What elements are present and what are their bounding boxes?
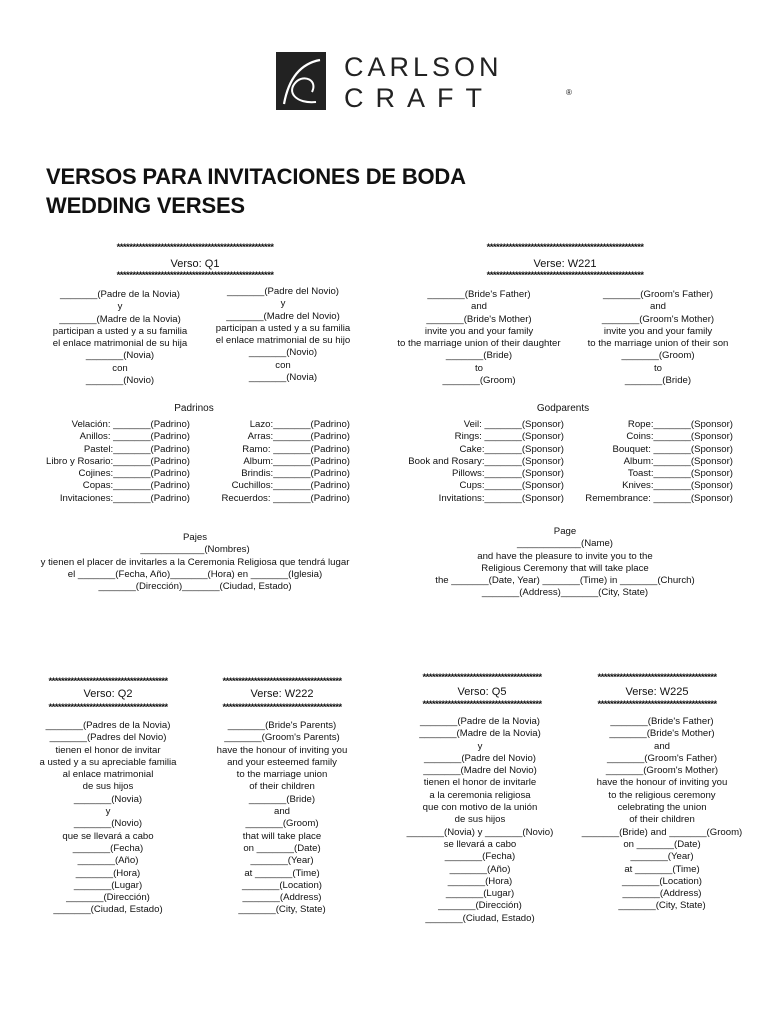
verse-line: have the honour of inviting you [216, 744, 348, 756]
star-divider: ************************************** [222, 677, 342, 687]
verse-q1-left [40, 289, 200, 387]
godparent-line: Remembrance: _______(Sponsor) [585, 492, 733, 504]
padrino-line: Invitaciones:_______(Padrino) [59, 492, 190, 504]
verse-q5-heading: Verso: Q5 [457, 686, 507, 698]
verse-line: _______(Novia) [248, 372, 318, 384]
page-line: ____________(Name) [516, 538, 613, 550]
godparent-line: Album:_______(Sponsor) [623, 455, 733, 467]
verse-line: _______(Fecha) [444, 851, 516, 863]
verse-line: _______(City, State) [618, 900, 706, 912]
star-divider: ************************************************** [116, 271, 274, 281]
page-line: Page [553, 526, 577, 537]
padrino-line: Libro y Rosario:_______(Padrino) [46, 455, 190, 467]
verse-line: _______(Novia) [85, 350, 155, 362]
verse-line: _______(Address) [242, 892, 322, 904]
star-divider: ************************************** [222, 703, 342, 713]
padrino-line: Album:_______(Padrino) [243, 455, 350, 467]
verse-q2-heading: Verso: Q2 [83, 688, 133, 700]
verse-line: _______(Location) [621, 875, 702, 887]
verse-line: _______(Novio) [85, 375, 155, 387]
pajes-block [20, 532, 370, 593]
verse-line: _______(Padre de la Novia) [59, 289, 180, 300]
padrino-line: Cojines:_______(Padrino) [78, 468, 190, 480]
verse-line: con [112, 362, 128, 374]
padrino-line: Recuerdos: _______(Padrino) [221, 492, 350, 504]
verse-line: _______(Groom's Mother) [601, 313, 715, 325]
verse-line: _______(Hora) [75, 867, 141, 879]
verse-line: _______(Novia) y _______(Novio) [406, 826, 554, 838]
star-divider: ************************************** [422, 700, 542, 710]
verse-line: at _______(Time) [244, 867, 320, 879]
godparents-col2 [570, 419, 733, 505]
verse-line: _______(Ciudad, Estado) [53, 904, 163, 916]
godparent-line: Book and Rosary:_______(Sponsor) [408, 455, 564, 467]
verse-line: _______(Año) [449, 863, 511, 875]
padrinos-heading: Padrinos [174, 403, 214, 414]
page-block [400, 526, 730, 600]
verse-line: _______(Año) [77, 855, 139, 867]
verse-line: _______(Padre del Novio) [226, 286, 339, 297]
logo-line2: CRAFT [344, 83, 494, 113]
godparent-line: Bouquet: _______(Sponsor) [612, 443, 733, 455]
verse-line: _______(Madre del Novio) [226, 310, 340, 322]
godparent-line: Invitations:_______(Sponsor) [438, 492, 564, 504]
star-divider: ************************************************** [486, 243, 644, 253]
verse-line: _______(Groom's Parents) [224, 732, 340, 744]
godparent-line: Cake:_______(Sponsor) [459, 443, 564, 455]
verse-line: a usted y a su apreciable familia [39, 756, 177, 768]
verse-w221-left [390, 289, 568, 387]
verse-line: _______(Bride's Parents) [227, 720, 337, 731]
verse-line: _______(Novio) [248, 347, 318, 359]
padrino-line: Lazo:_______(Padrino) [249, 419, 350, 430]
verse-q5-body [390, 716, 570, 925]
verse-line: have the honour of inviting you [596, 777, 728, 789]
logo-wordmark [344, 52, 503, 114]
verse-line: _______(Ciudad, Estado) [425, 912, 535, 924]
page-line: and have the pleasure to invite you to the [477, 550, 653, 562]
verse-w225-heading: Verse: W225 [625, 686, 689, 698]
verse-line: _______(Bride's Mother) [426, 313, 532, 325]
pajes-line: Pajes [183, 532, 207, 543]
verse-line: to [653, 362, 662, 374]
godparent-line: Rings: _______(Sponsor) [454, 431, 564, 443]
verse-line: _______(Groom's Mother) [605, 765, 719, 777]
verse-line: _______(Padres del Novio) [49, 732, 167, 744]
godparent-line: Coins:_______(Sponsor) [626, 431, 733, 443]
verse-line: _______(Padre del Novio) [423, 752, 536, 764]
verse-line: _______(Hora) [447, 875, 513, 887]
verse-line: _______(Groom's Father) [606, 752, 718, 764]
verse-line: _______(Lugar) [445, 888, 515, 900]
godparents-heading: Godparents [536, 403, 590, 414]
pajes-line: y tienen el placer de invitarles a la Ceremonia Religiosa que tendrá lugar [40, 556, 350, 568]
verse-line: _______(Dirección) [438, 900, 522, 912]
pajes-line: _______(Dirección)_______(Ciudad, Estado) [98, 581, 292, 593]
padrino-line: Cuchillos:_______(Padrino) [231, 480, 350, 492]
verse-line: to the marriage union of their son [587, 338, 729, 350]
verse-line: de sus hijos [454, 814, 506, 826]
verse-line: and [649, 301, 666, 313]
title-english: WEDDING VERSES [46, 193, 245, 218]
verse-line: _______(Bride's Mother) [609, 728, 715, 740]
verse-line: celebrating the union [617, 802, 707, 814]
verse-line: _______(Fecha) [72, 842, 144, 854]
padrino-line: Arras:_______(Padrino) [247, 431, 350, 443]
verse-line: el enlace matrimonial de su hija [52, 338, 188, 350]
verse-line: and [470, 301, 487, 313]
verse-line: que se llevará a cabo [62, 830, 154, 842]
padrinos-col2 [200, 419, 350, 505]
logo-line1: CARLSON [344, 52, 503, 82]
star-divider: ************************************** [48, 677, 168, 687]
verse-line: _______(Bride's Father) [427, 289, 531, 300]
godparent-line: Pillows:_______(Sponsor) [452, 468, 564, 480]
godparent-line: Rope:_______(Sponsor) [627, 419, 733, 430]
verse-line: y [117, 301, 123, 313]
verse-w222-heading: Verse: W222 [250, 688, 314, 700]
verse-line: se llevará a cabo [443, 838, 517, 850]
verse-line: at _______(Time) [624, 863, 700, 875]
verse-line: y [105, 806, 111, 818]
verse-line: _______(Lugar) [73, 879, 143, 891]
page-line: the _______(Date, Year) _______(Time) in _______(Church) [435, 575, 695, 587]
page-line: Religious Ceremony that will take place [481, 562, 649, 574]
verse-line: _______(Groom) [442, 375, 516, 387]
pajes-line: el _______(Fecha, Año)_______(Hora) en _______(Iglesia) [67, 568, 323, 580]
verse-line: _______(Bride) and _______(Groom) [581, 826, 743, 838]
verse-line: _______(Novio) [73, 818, 143, 830]
verse-line: y [280, 298, 286, 310]
verse-line: al enlace matrimonial [62, 769, 154, 781]
verse-line: _______(Padres de la Novia) [45, 720, 171, 731]
title-spanish: VERSOS PARA INVITACIONES DE BODA [46, 164, 466, 189]
verse-line: on _______(Date) [243, 842, 321, 854]
verse-q2-body [22, 720, 194, 917]
verse-line: of their children [249, 781, 315, 793]
verse-line: _______(Address) [622, 888, 702, 900]
carlson-craft-logo-icon [276, 52, 326, 110]
verse-line: of their children [629, 814, 695, 826]
verse-line: _______(Madre de la Novia) [419, 728, 541, 740]
verse-line: _______(Novia) [73, 793, 143, 805]
verse-line: con [275, 359, 291, 371]
verse-line: _______(Madre del Novio) [423, 765, 537, 777]
verse-line: _______(Padre de la Novia) [419, 716, 540, 727]
padrino-line: Pastel:_______(Padrino) [83, 443, 190, 455]
verse-line: _______(Year) [630, 851, 694, 863]
verse-line: _______(Groom) [621, 350, 695, 362]
verse-line: _______(Groom) [245, 818, 319, 830]
verse-line: el enlace matrimonial de su hijo [215, 335, 351, 347]
padrino-line: Brindis:_______(Padrino) [241, 468, 350, 480]
padrino-line: Copas:_______(Padrino) [82, 480, 190, 492]
verse-line: de sus hijos [82, 781, 134, 793]
verse-w221-heading: Verse: W221 [533, 258, 597, 270]
verse-line: _______(Dirección) [66, 892, 150, 904]
star-divider: ************************************** [597, 700, 717, 710]
carlson-craft-logo [276, 52, 572, 114]
star-divider: ************************************** [597, 673, 717, 683]
pajes-line: ____________(Nombres) [140, 544, 250, 556]
verse-q1-heading: Verso: Q1 [170, 258, 220, 270]
godparent-line: Veil: _______(Sponsor) [463, 419, 564, 430]
verse-line: participan a usted y a su familia [52, 325, 188, 337]
verse-line: _______(Location) [241, 879, 322, 891]
verse-line: que con motivo de la unión [422, 802, 538, 814]
verse-line: and [653, 740, 670, 752]
star-divider: ************************************** [48, 703, 168, 713]
padrinos-col1 [30, 419, 190, 505]
verse-line: to the marriage union of their daughter [397, 338, 561, 350]
padrino-line: Ramo: _______(Padrino) [242, 443, 350, 455]
verse-line: invite you and your family [424, 325, 534, 337]
verse-line: on _______(Date) [623, 838, 701, 850]
verse-w222-body [196, 720, 368, 917]
verse-line: _______(Madre de la Novia) [59, 313, 181, 325]
star-divider: ************************************************** [486, 271, 644, 281]
verse-line: tienen el honor de invitarle [423, 777, 537, 789]
star-divider: ************************************** [422, 673, 542, 683]
verse-line: a la ceremonia religiosa [429, 789, 531, 801]
verse-w221-right [578, 289, 738, 387]
page-line: _______(Address)_______(City, State) [481, 587, 649, 599]
verse-line: _______(Year) [250, 855, 314, 867]
verse-line: _______(Bride) [624, 375, 692, 387]
verse-line: _______(Groom's Father) [602, 289, 714, 300]
padrino-line: Anillos: _______(Padrino) [79, 431, 190, 443]
star-divider: ************************************************** [116, 243, 274, 253]
verse-line: invite you and your family [603, 325, 713, 337]
verse-line: _______(Bride) [445, 350, 513, 362]
godparent-line: Toast:_______(Sponsor) [627, 468, 733, 480]
verse-line: tienen el honor de invitar [55, 744, 161, 756]
verse-line: to the religious ceremony [608, 789, 716, 801]
verse-w225-body [570, 716, 754, 913]
verse-line: to the marriage union [236, 769, 328, 781]
godparent-line: Knives:_______(Sponsor) [622, 480, 733, 492]
verse-line: y [477, 740, 483, 752]
verse-line: that will take place [242, 830, 322, 842]
godparents-col1 [384, 419, 564, 505]
godparent-line: Cups:_______(Sponsor) [459, 480, 564, 492]
verse-line: to [474, 362, 483, 374]
verse-line: _______(Bride's Father) [610, 716, 714, 727]
verse-line: _______(Bride) [248, 793, 316, 805]
verse-line: and [273, 806, 290, 818]
verse-line: and your esteemed family [227, 756, 337, 768]
verse-line: participan a usted y a su familia [215, 322, 351, 334]
verse-q1-right [202, 286, 364, 384]
verse-line: _______(City, State) [238, 904, 326, 916]
registered-mark: ® [566, 88, 572, 97]
padrino-line: Velación: _______(Padrino) [71, 419, 190, 430]
